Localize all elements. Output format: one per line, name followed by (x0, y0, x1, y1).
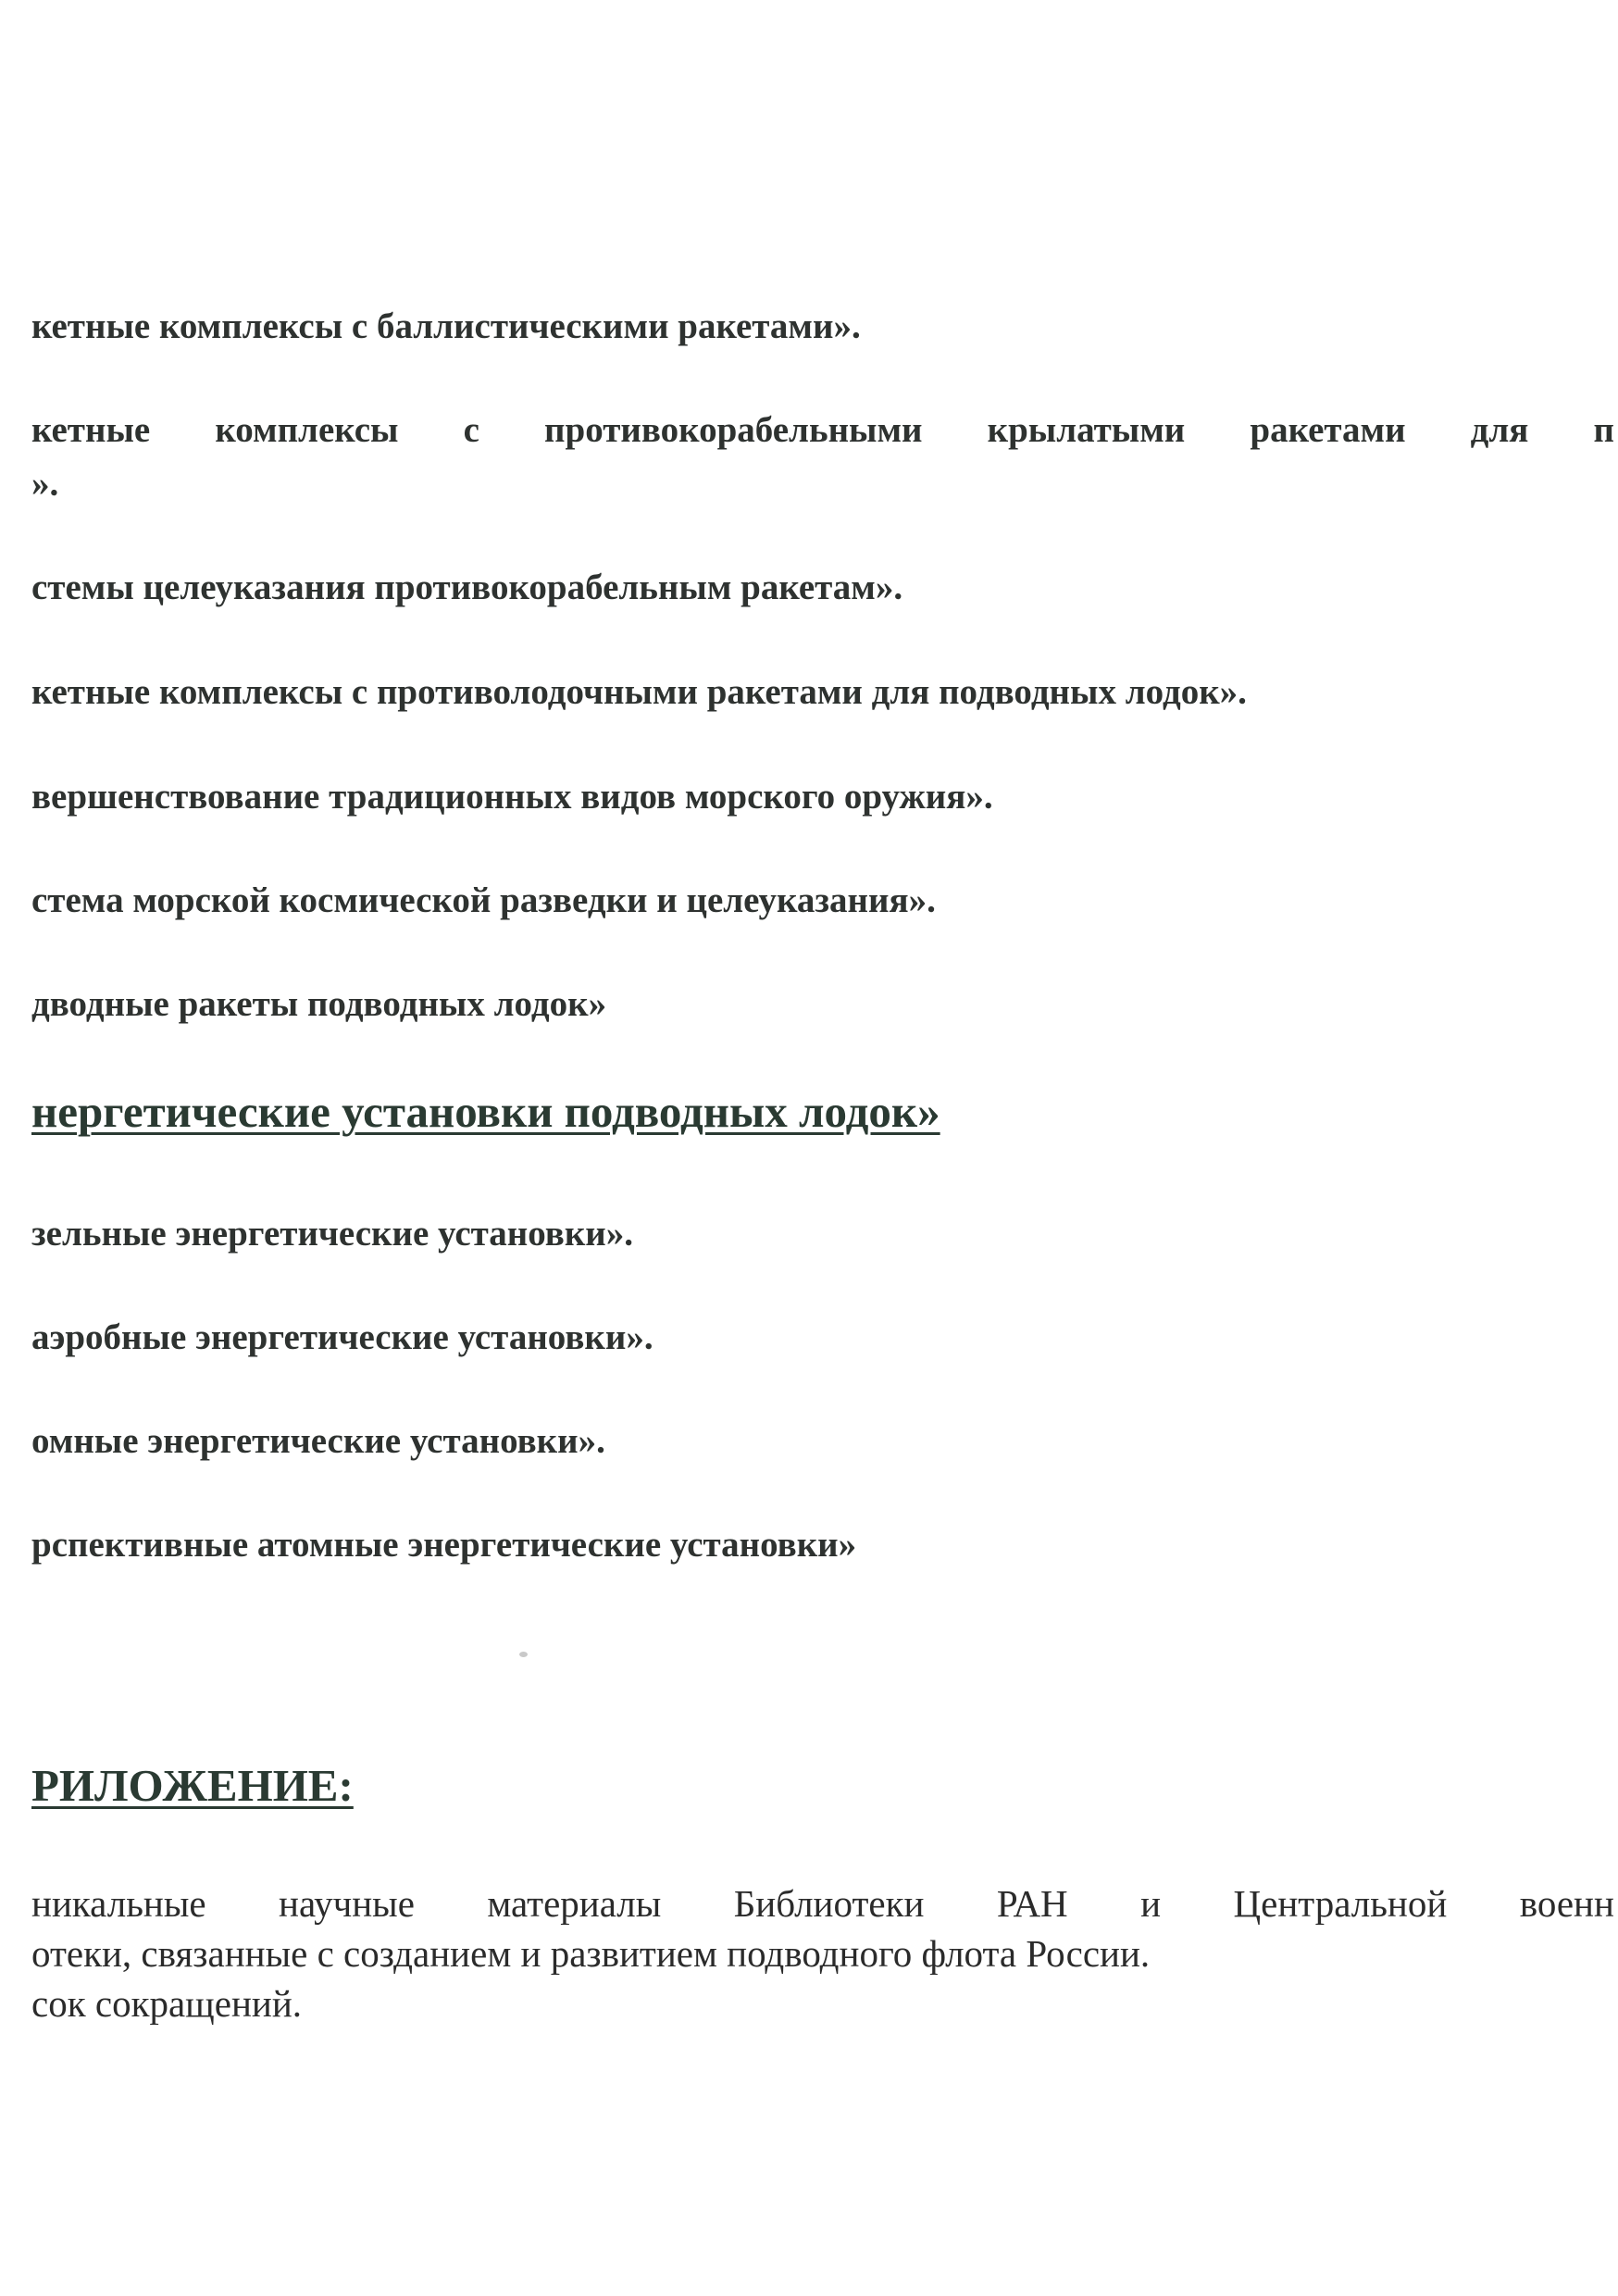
item-target-designation: стемы целеуказания противокорабельным ракетам». (31, 568, 903, 607)
scan-speck (519, 1652, 528, 1657)
item-space-reconnaissance: стема морской космической разведки и целеуказания». (31, 880, 936, 920)
item-nuclear-installations: омные энергетические установки». (31, 1421, 605, 1461)
item-diesel-installations: зельные энергетические установки». (31, 1214, 634, 1254)
heading-energy-installations: нергетические установки подводных лодок» (31, 1086, 940, 1137)
word: научные (279, 1882, 415, 1925)
word: кетные (31, 410, 151, 450)
item-anti-ship-missiles (31, 409, 1614, 451)
word: Библиотеки (733, 1882, 925, 1925)
item-ballistic-missiles: кетные комплексы с баллистическими ракетами». (31, 306, 861, 346)
word: материалы (487, 1882, 662, 1925)
item-anaerobic-installations: аэробные энергетические установки». (31, 1317, 653, 1357)
word: противокорабельными (544, 410, 923, 450)
word: комплексы (215, 410, 399, 450)
word: РАН (996, 1882, 1068, 1925)
word: крылатыми (987, 410, 1186, 450)
word: военн (1519, 1882, 1614, 1925)
word: с (463, 410, 479, 450)
word: ракетами (1250, 410, 1406, 450)
item-anti-ship-missiles-end: ». (31, 464, 59, 504)
appendix-line-1 (31, 1881, 1614, 1926)
item-future-nuclear-installations: рспективные атомные энергетические установки» (31, 1525, 857, 1565)
word: п (1593, 410, 1614, 450)
word: Центральной (1233, 1882, 1448, 1925)
word: и (1140, 1882, 1162, 1925)
appendix-line-2: отеки, связанные с созданием и развитием подводного флота России. (31, 1932, 1151, 1975)
item-traditional-weapons: вершенствование традиционных видов морского оружия». (31, 777, 993, 817)
item-underwater-missiles: дводные ракеты подводных лодок» (31, 984, 607, 1024)
appendix-line-3: сок сокращений. (31, 1982, 303, 2025)
word: никальные (31, 1882, 206, 1925)
word: для (1470, 410, 1529, 450)
item-anti-submarine-missiles: кетные комплексы с противолодочными ракетами для подводных лодок». (31, 672, 1247, 712)
heading-appendix: РИЛОЖЕНИЕ: (31, 1760, 354, 1811)
